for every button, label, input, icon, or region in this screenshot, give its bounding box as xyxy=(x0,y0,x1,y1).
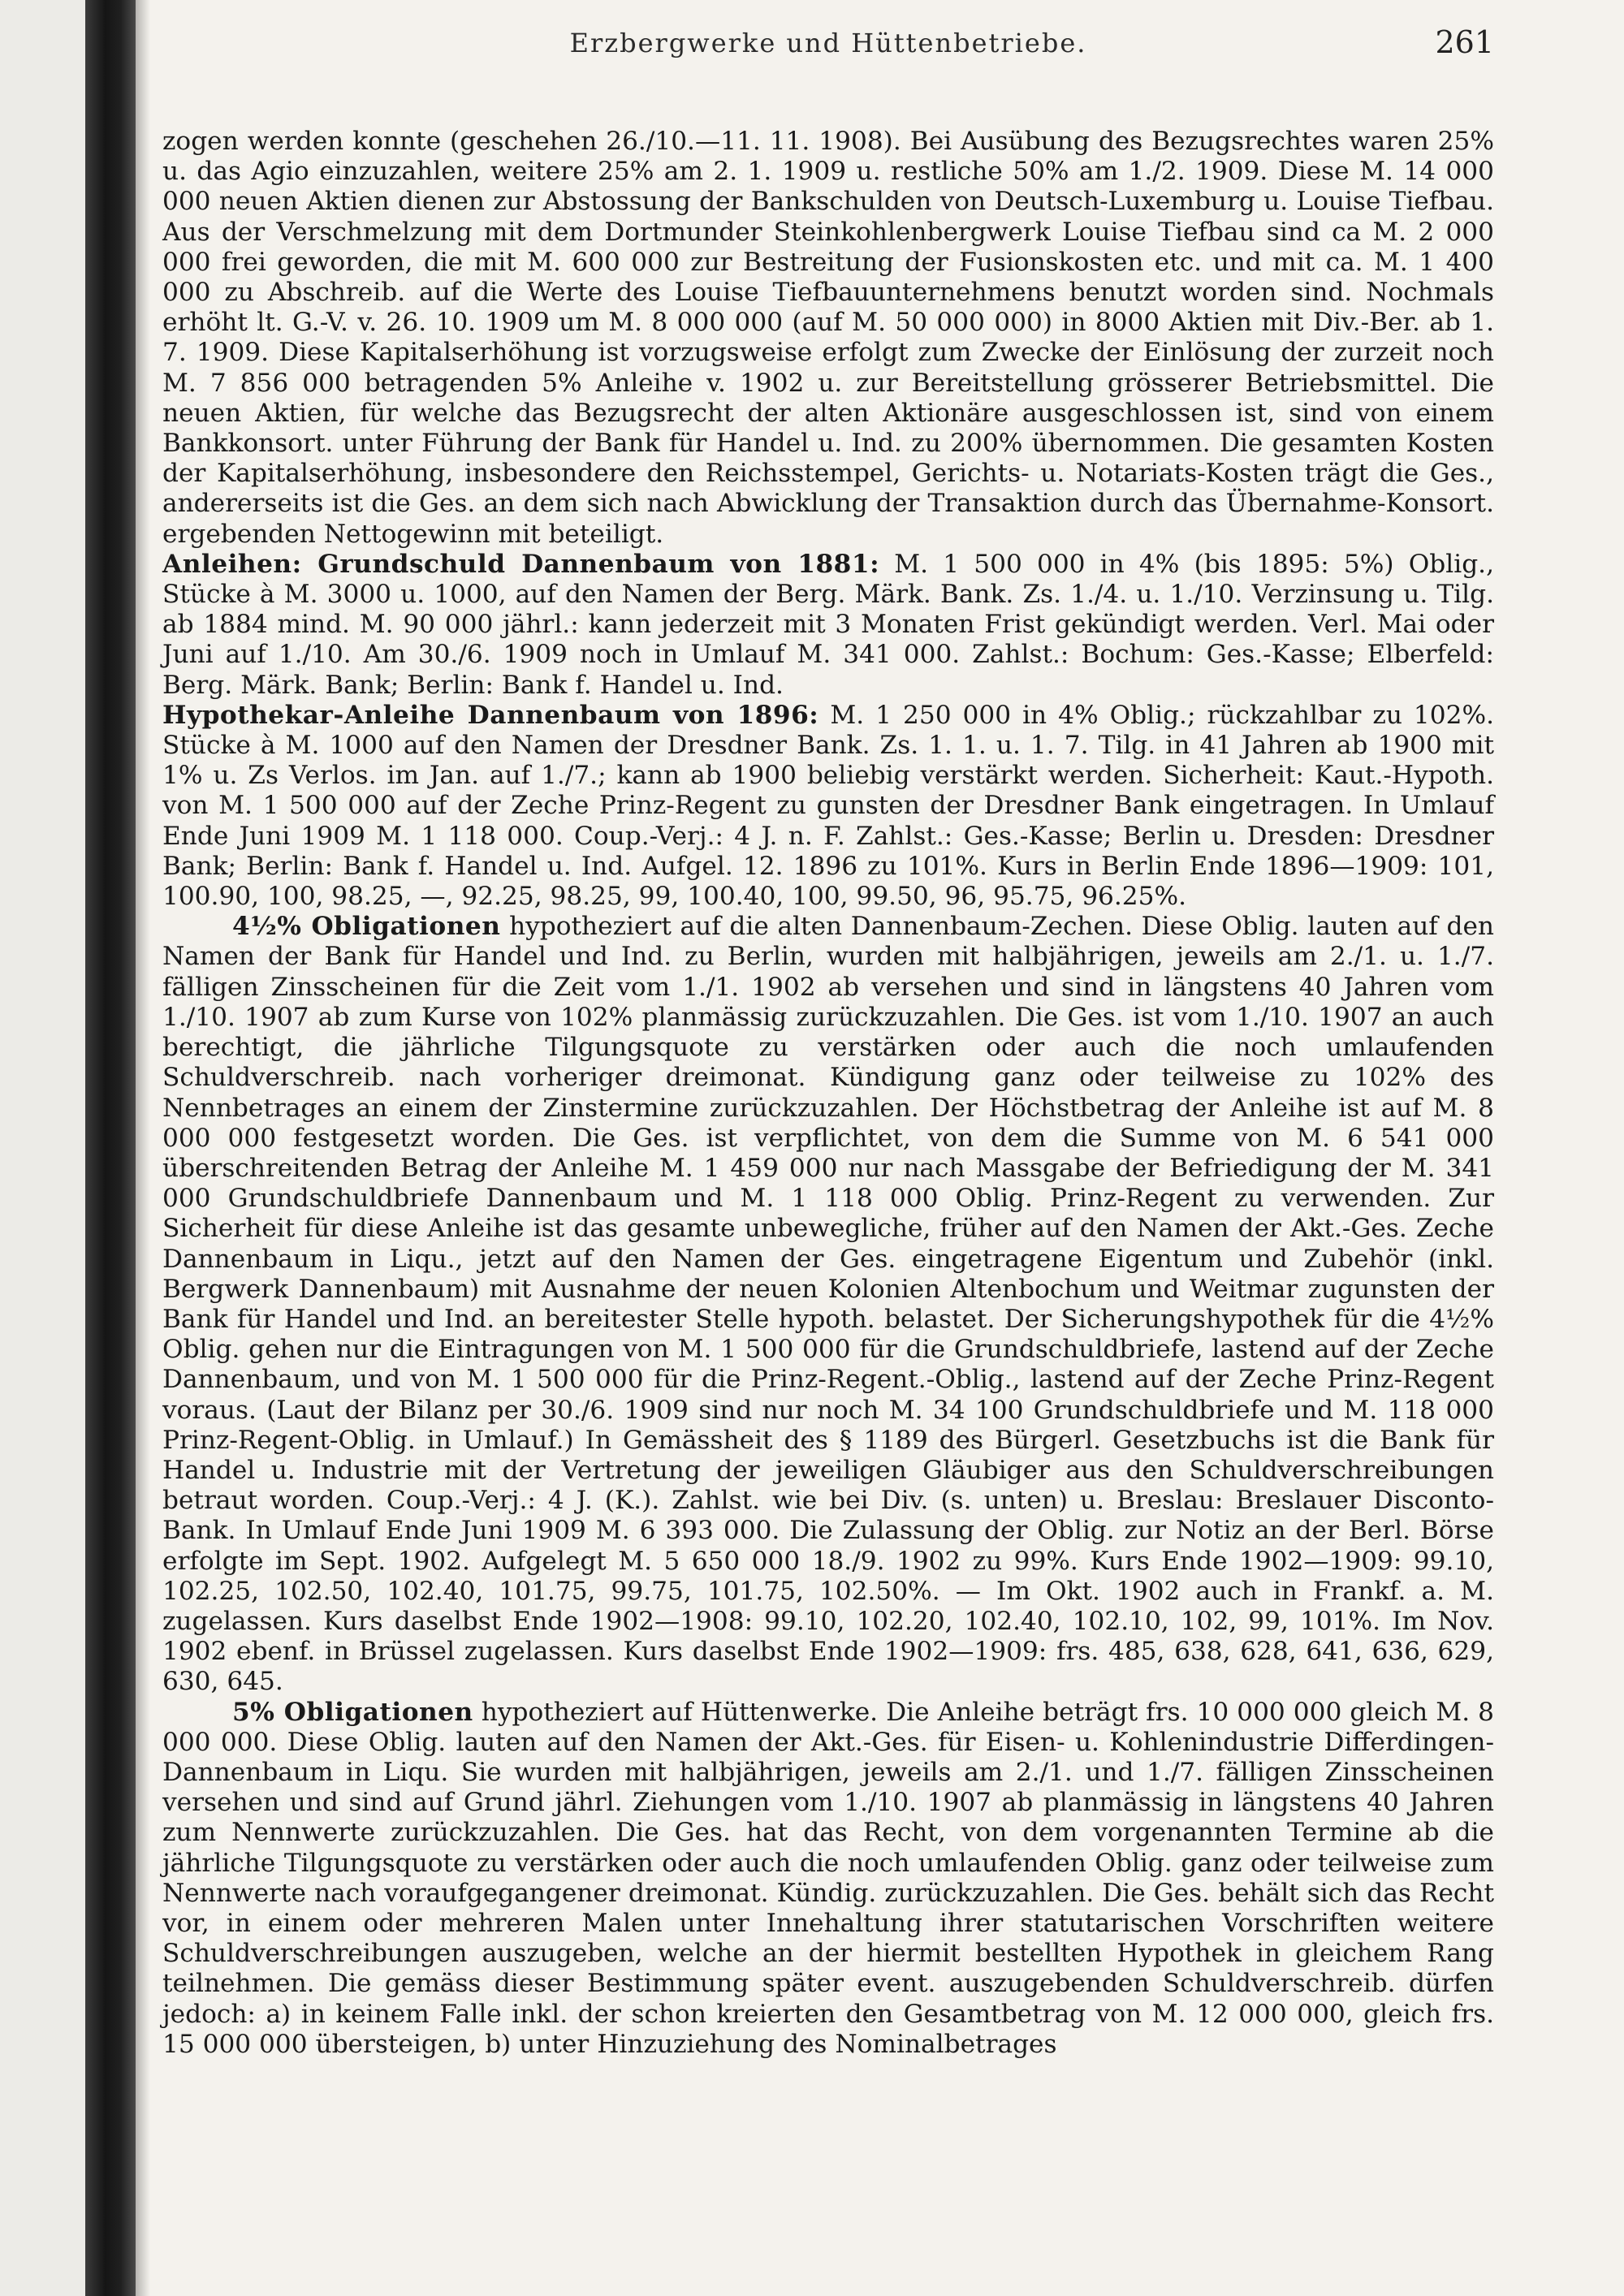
body-text xyxy=(162,127,1494,2060)
facing-page-edge xyxy=(0,0,88,2296)
paragraph-capital-increase xyxy=(162,127,1494,550)
paragraph-5-obligationen xyxy=(162,1698,1494,2060)
running-header xyxy=(162,24,1494,67)
book-gutter xyxy=(85,0,136,2296)
paragraph-heading: 5% Obligationen xyxy=(232,1697,473,1727)
paragraph-grundschuld-1881 xyxy=(162,550,1494,701)
paragraph-heading: Anleihen: Grundschuld Dannenbaum von 1881: xyxy=(162,549,880,579)
page-number: 261 xyxy=(1435,24,1494,60)
page-content xyxy=(162,24,1494,2281)
paragraph-text: hypotheziert auf Hüttenwerke. Die Anleihe beträgt frs. 10 000 000 gleich M. 8 000 000. Diese Oblig. lauten auf den Namen der Akt.-Ges. für Eisen- u. Kohlenindustrie Differdingen-Dannenbaum in Liqu. Sie wurden mit halbjährigen, jeweils am 2./1. und 1./7. fälligen Zinsscheinen versehen und sind auf Grund jährl. Ziehungen vom 1./10. 1907 ab planmässig in längstens 40 Jahren zum Nennwerte zurückzuzahlen. Die Ges. hat das Recht, von dem vorgenannten Termine ab die jährliche Tilgungsquote zu verstärken oder auch die noch umlaufenden Oblig. ganz oder teilweise zum Nennwerte nach voraufgegangener dreimonat. Kündig. zurückzuzahlen. Die Ges. behält sich das Recht vor, in einem oder mehreren Malen unter Innehaltung ihrer statutarischen Vorschriften weitere Schuldverschreibungen auszugeben, welche an der hiermit bestellten Hypothek in gleichem Rang teilnehmen. Die gemäss dieser Bestimmung später event. auszugebenden Schuldverschreib. dürfen jedoch: a) in keinem Falle inkl. der schon kreierten den Gesamtbetrag von M. 12 000 000, gleich frs. 15 000 000 übersteigen, b) unter Hinzuziehung des Nominalbetrages xyxy=(162,1697,1495,2059)
paragraph-text: M. 1 250 000 in 4% Oblig.; rückzahlbar zu 102%. Stücke à M. 1000 auf den Namen der Dresdner Bank. Zs. 1. 1. u. 1. 7. Tilg. in 41 Jahren ab 1900 mit 1% u. Zs Verlos. im Jan. auf 1./7.; kann ab 1900 beliebig verstärkt werden. Sicherheit: Kaut.-Hypoth. von M. 1 500 000 auf der Zeche Prinz-Regent zu gunsten der Dresdner Bank eingetragen. In Umlauf Ende Juni 1909 M. 1 118 000. Coup.-Verj.: 4 J. n. F. Zahlst.: Ges.-Kasse; Berlin u. Dresden: Dresdner Bank; Berlin: Bank f. Handel u. Ind. Aufgel. 12. 1896 zu 101%. Kurs in Berlin Ende 1896—1909: 101, 100.90, 100, 98.25, —, 92.25, 98.25, 99, 100.40, 100, 99.50, 96, 95.75, 96.25%. xyxy=(162,700,1494,912)
gutter-shadow xyxy=(136,0,150,2296)
paragraph-text: M. 1 500 000 in 4% (bis 1895: 5%) Oblig., Stücke à M. 3000 u. 1000, auf den Namen der Berg. Märk. Bank. Zs. 1./4. u. 1./10. Verzinsung u. Tilg. ab 1884 mind. M. 90 000 jährl.: kann jederzeit mit 3 Monaten Frist gekündigt werden. Verl. Mai oder Juni auf 1./10. Am 30./6. 1909 noch in Umlauf M. 341 000. Zahlst.: Bochum: Ges.-Kasse; Elberfeld: Berg. Märk. Bank; Berlin: Bank f. Handel u. Ind. xyxy=(162,549,1494,700)
paragraph-heading: 4½% Obligationen xyxy=(232,912,501,942)
paragraph-text: zogen werden konnte (geschehen 26./10.—11. 11. 1908). Bei Ausübung des Bezugsrechtes waren 25% u. das Agio einzuzahlen, weitere 25% am 2. 1. 1909 u. restliche 50% am 1./2. 1909. Diese M. 14 000 000 neuen Aktien dienen zur Abstossung der Bankschulden von Deutsch-Luxemburg u. Louise Tiefbau. Aus der Verschmelzung mit dem Dortmunder Steinkohlenbergwerk Louise Tiefbau sind ca M. 2 000 000 frei geworden, die mit M. 600 000 zur Bestreitung der Fusionskosten etc. und mit ca. M. 1 400 000 zu Abschreib. auf die Werte des Louise Tiefbauunternehmens benutzt worden sind. Nochmals erhöht lt. G.-V. v. 26. 10. 1909 um M. 8 000 000 (auf M. 50 000 000) in 8000 Aktien mit Div.-Ber. ab 1. 7. 1909. Diese Kapitalserhöhung ist vorzugsweise erfolgt zum Zwecke der Einlösung der zurzeit noch M. 7 856 000 betragenden 5% Anleihe v. 1902 u. zur Bereitstellung grösserer Betriebsmittel. Die neuen Aktien, für welche das Bezugsrecht der alten Aktionäre ausgeschlossen ist, sind von einem Bankkonsort. unter Führung der Bank für Handel u. Ind. zu 200% übernommen. Die gesamten Kosten der Kapitalserhöhung, insbesondere den Reichsstempel, Gerichts- u. Notariats-Kosten trägt die Ges., andererseits ist die Ges. an dem sich nach Abwicklung der Transaktion durch das Übernahme-Konsort. ergebenden Nettogewinn mit beteiligt. xyxy=(162,127,1494,549)
paragraph-heading: Hypothekar-Anleihe Dannenbaum von 1896: xyxy=(162,700,819,730)
running-title: Erzbergwerke und Hüttenbetriebe. xyxy=(569,28,1087,58)
paragraph-hypothekar-1896 xyxy=(162,701,1494,912)
paragraph-4half-obligationen xyxy=(162,912,1494,1697)
paragraph-text: hypotheziert auf die alten Dannenbaum-Zechen. Diese Oblig. lauten auf den Namen der Bank für Handel und Ind. zu Berlin, wurden mit halbjährigen, jeweils am 2./1. u. 1./7. fälligen Zinsscheinen für die Zeit vom 1./1. 1902 ab versehen und sind in längstens 40 Jahren vom 1./10. 1907 ab zum Kurse von 102% planmässig zurückzuzahlen. Die Ges. ist vom 1./10. 1907 an auch berechtigt, die jährliche Tilgungsquote zu verstärken oder auch die noch umlaufenden Schuldverschreib. nach vorheriger dreimonat. Kündigung ganz oder teilweise zu 102% des Nennbetrages an einem der Zinstermine zurückzuzahlen. Der Höchstbetrag der Anleihe ist auf M. 8 000 000 festgesetzt worden. Die Ges. ist verpflichtet, von dem die Summe von M. 6 541 000 überschreitenden Betrag der Anleihe M. 1 459 000 nur nach Massgabe der Befriedigung der M. 341 000 Grundschuldbriefe Dannenbaum und M. 1 118 000 Oblig. Prinz-Regent zu verwenden. Zur Sicherheit für diese Anleihe ist das gesamte unbewegliche, früher auf den Namen der Akt.-Ges. Zeche Dannenbaum in Liqu., jetzt auf den Namen der Ges. eingetragene Eigentum und Zubehör (inkl. Bergwerk Dannenbaum) mit Ausnahme der neuen Kolonien Altenbochum und Weitmar zugunsten der Bank für Handel und Ind. an bereitester Stelle hypoth. belastet. Der Sicherungshypothek für die 4½% Oblig. gehen nur die Eintragungen von M. 1 500 000 für die Grundschuldbriefe, lastend auf der Zeche Dannenbaum, und von M. 1 500 000 für die Prinz-Regent.-Oblig., lastend auf der Zeche Prinz-Regent voraus. (Laut der Bilanz per 30./6. 1909 sind nur noch M. 34 100 Grundschuldbriefe und M. 118 000 Prinz-Regent-Oblig. in Umlauf.) In Gemässheit des § 1189 des Bürgerl. Gesetzbuchs ist die Bank für Handel u. Industrie mit der Vertretung der jeweiligen Gläubiger aus den Schuldverschreibungen betraut worden. Coup.-Verj.: 4 J. (K.). Zahlst. wie bei Div. (s. unten) u. Breslau: Breslauer Disconto-Bank. In Umlauf Ende Juni 1909 M. 6 393 000. Die Zulassung der Oblig. zur Notiz an der Berl. Börse erfolgte im Sept. 1902. Aufgelegt M. 5 650 000 18./9. 1902 zu 99%. Kurs Ende 1902—1909: 99.10, 102.25, 102.50, 102.40, 101.75, 99.75, 101.75, 102.50%. — Im Okt. 1902 auch in Frankf. a. M. zugelassen. Kurs daselbst Ende 1902—1908: 99.10, 102.20, 102.40, 102.10, 102, 99, 101%. Im Nov. 1902 ebenf. in Brüssel zugelassen. Kurs daselbst Ende 1902—1909: frs. 485, 638, 628, 641, 636, 629, 630, 645. xyxy=(162,912,1494,1697)
